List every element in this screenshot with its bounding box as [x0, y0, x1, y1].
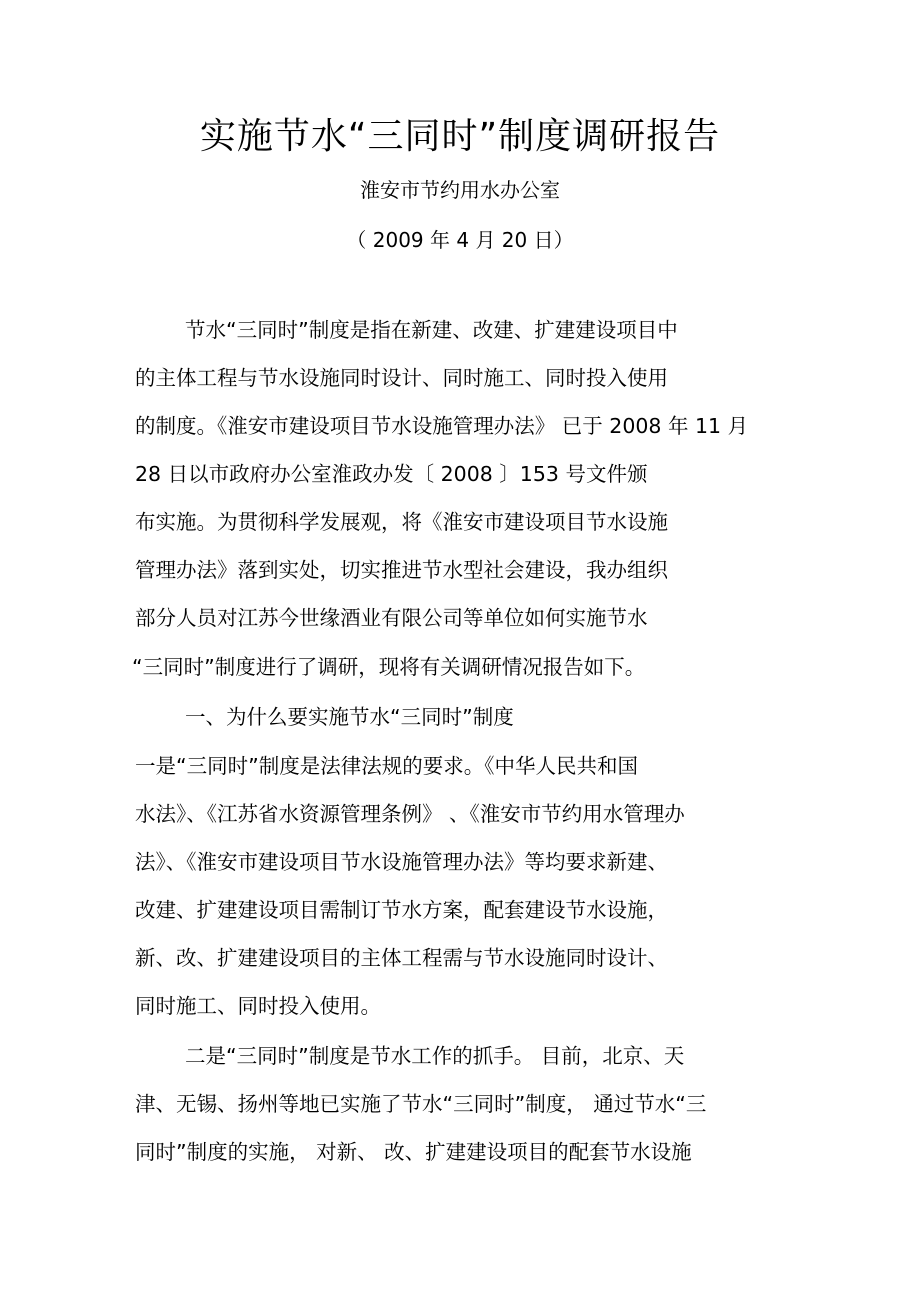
section-heading: 一、为什么要实施节水“三同时”制度: [185, 705, 514, 729]
paragraph-line: 二是“三同时”制度是节水工作的抓手。 目前，北京、天: [185, 1044, 685, 1068]
paragraph-line: 布实施。为贯彻科学发展观，将《淮安市建设项目节水设施: [135, 510, 668, 534]
paragraph-line: 新、改、扩建建设项目的主体工程需与节水设施同时设计、: [135, 946, 668, 970]
document-date: （ 2009 年 4 月 20 日）: [346, 228, 574, 252]
paragraph-line: 同时施工、同时投入使用。: [135, 994, 381, 1018]
paragraph-line: 的主体工程与节水设施同时设计、同时施工、同时投入使用: [135, 366, 668, 390]
paragraph-line: 部分人员对江苏今世缘酒业有限公司等单位如何实施节水: [135, 606, 648, 630]
document-author: 淮安市节约用水办公室: [360, 178, 560, 202]
paragraph-line: 28 日以市政府办公室淮政办发〔 2008 〕153 号文件颁: [135, 462, 648, 486]
paragraph-line: 改建、扩建建设项目需制订节水方案，配套建设节水设施，: [135, 898, 668, 922]
paragraph-line: 管理办法》落到实处，切实推进节水型社会建设，我办组织: [135, 558, 668, 582]
paragraph-line: “三同时”制度进行了调研，现将有关调研情况报告如下。: [132, 655, 646, 679]
document-title: 实施节水“三同时”制度调研报告: [199, 116, 721, 157]
paragraph-line: 一是“三同时”制度是法律法规的要求。《中华人民共和国: [135, 754, 638, 778]
paragraph-line: 津、无锡、扬州等地已实施了节水“三同时”制度， 通过节水“三: [135, 1092, 707, 1116]
paragraph-line: 水法》、《江苏省水资源管理条例》 、《淮安市节约用水管理办: [135, 802, 685, 826]
paragraph-line: 法》、《淮安市建设项目节水设施管理办法》等均要求新建、: [135, 850, 668, 874]
paragraph-line: 同时”制度的实施， 对新、 改、扩建建设项目的配套节水设施: [135, 1140, 692, 1164]
paragraph-line: 的制度。《淮安市建设项目节水设施管理办法》 已于 2008 年 11 月: [135, 414, 749, 438]
paragraph-line: 节水“三同时”制度是指在新建、改建、扩建建设项目中: [185, 318, 678, 342]
